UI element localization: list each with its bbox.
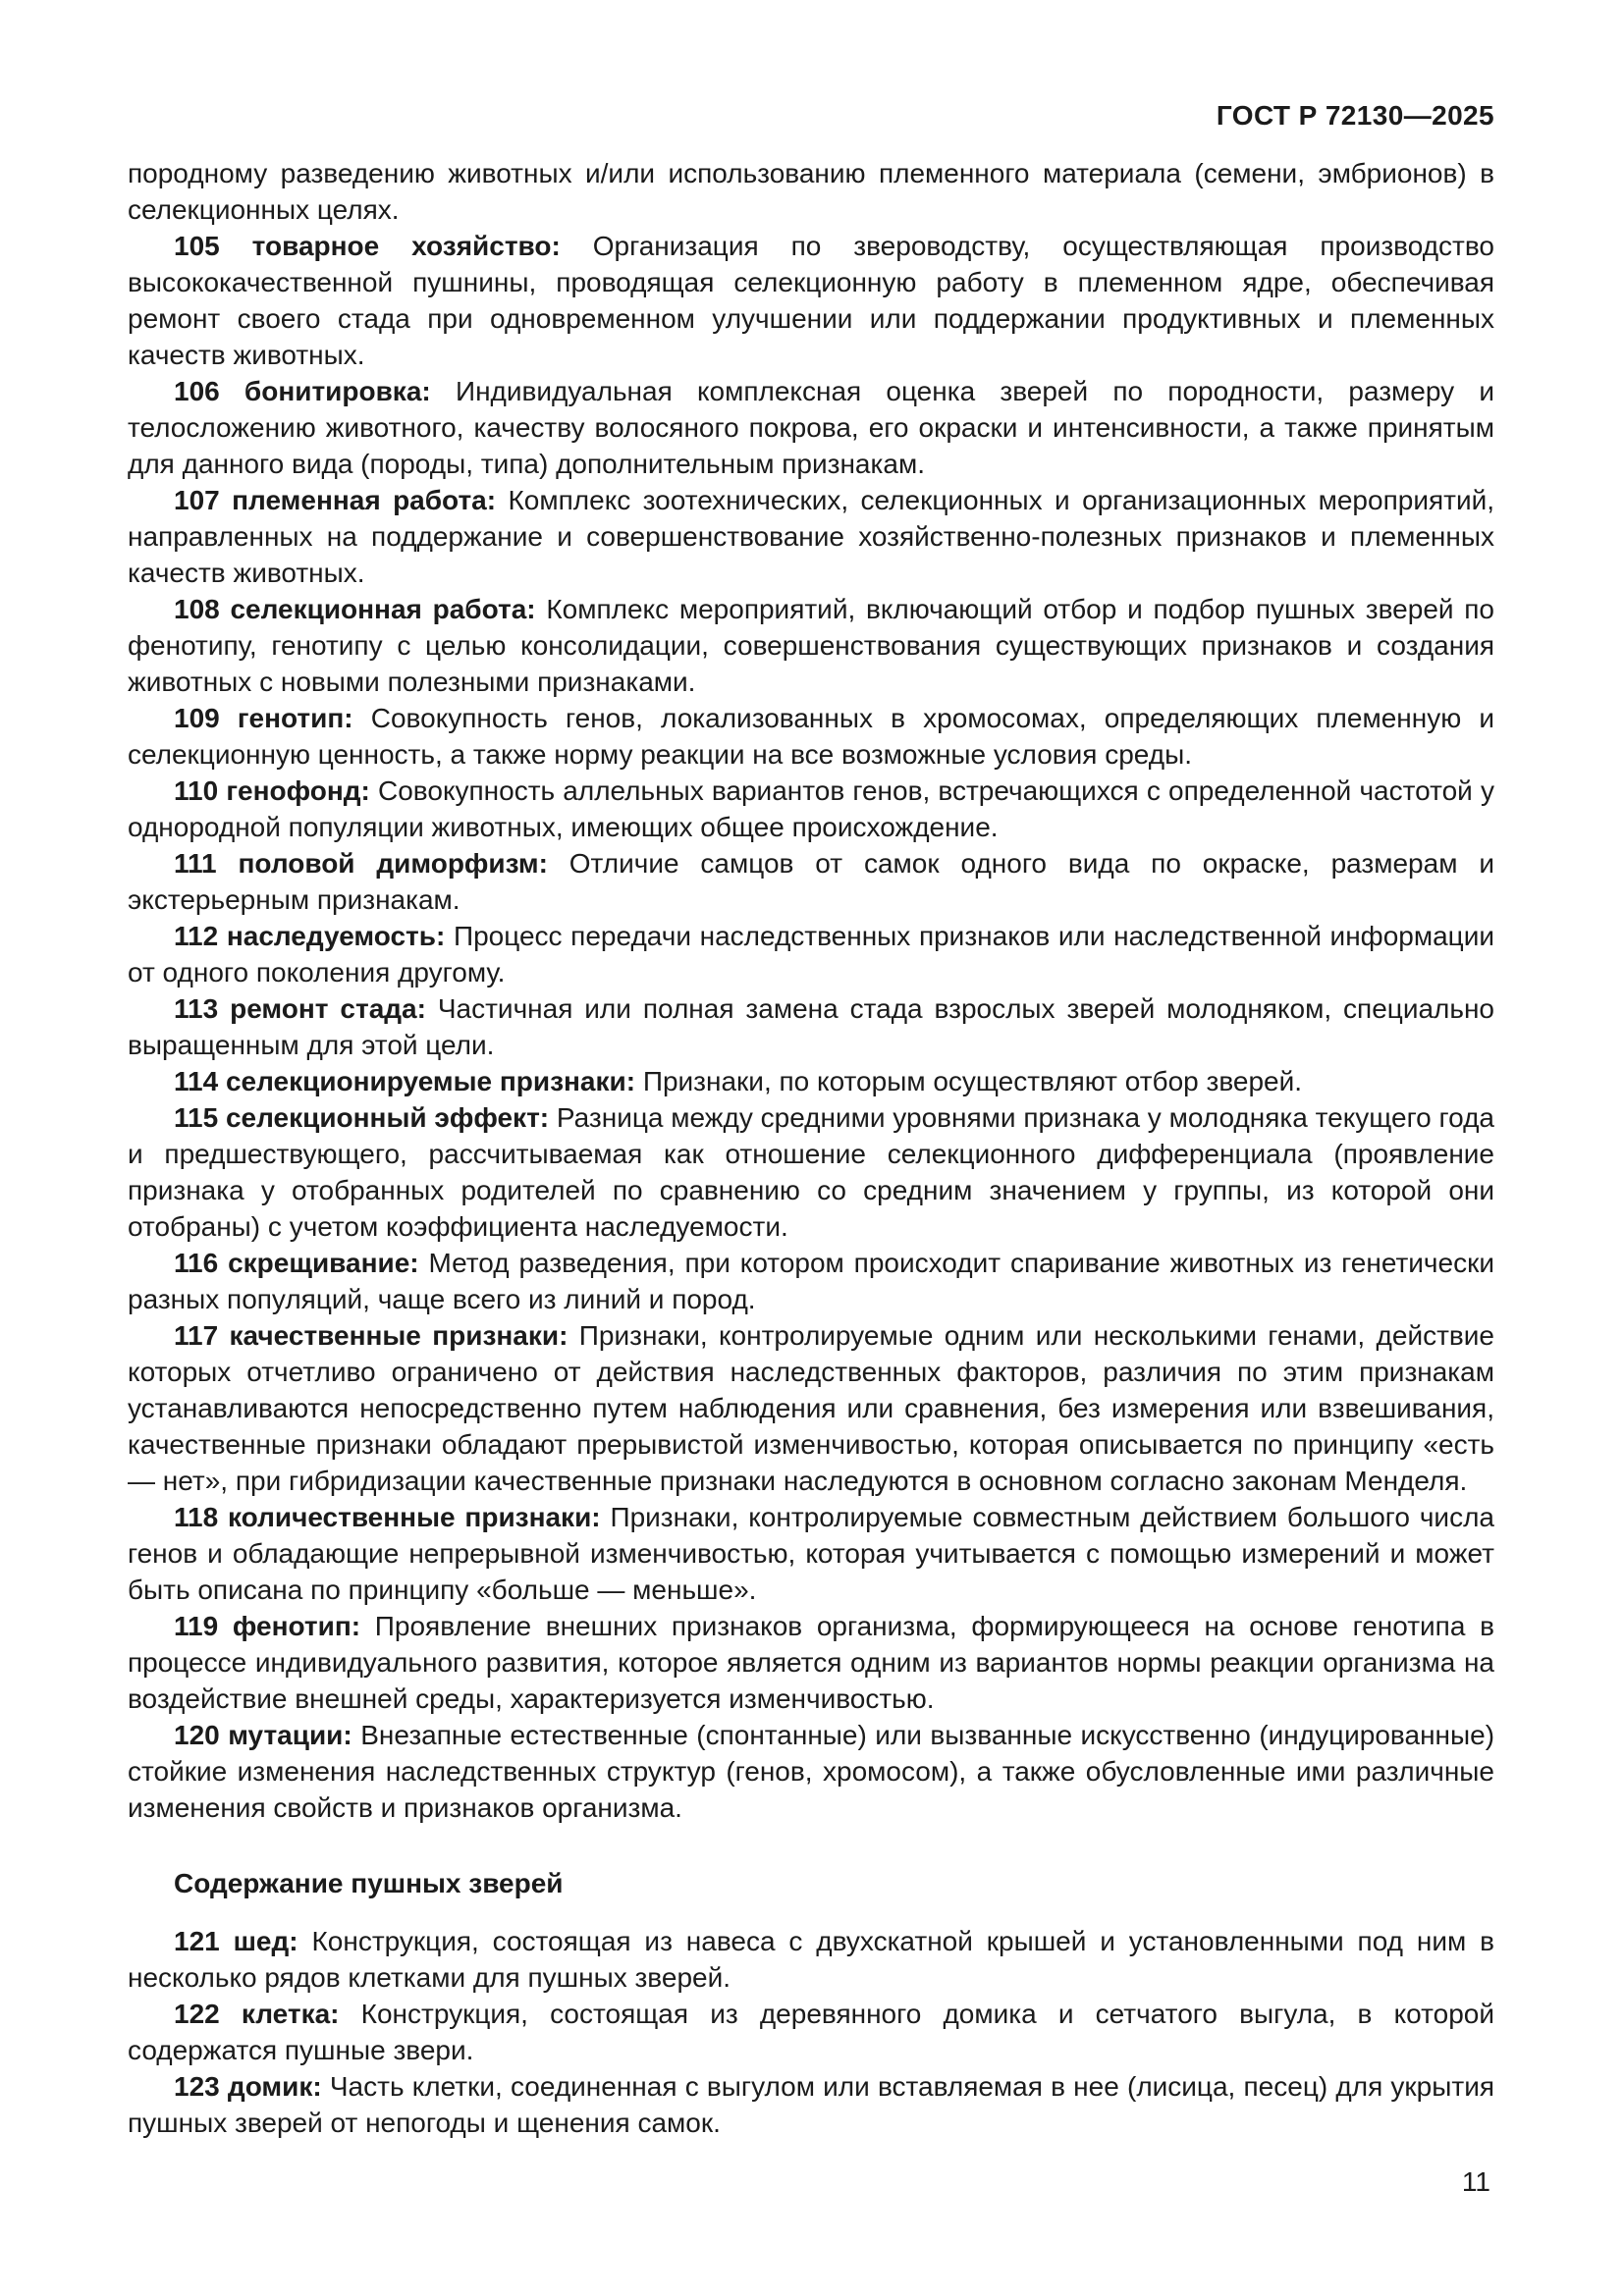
term-paragraph [128,591,1494,700]
term-definition: Часть клетки, соединенная с выгулом или вставляемая в нее (лисица, песец) для укрытия пушных зверей от непогоды и щенения самок. [128,2071,1494,2138]
term-label: 106 бонитировка: [174,376,456,406]
continuation-paragraph: породному разведению животных и/или использованию племенного материала (семени, эмбрионов) в селекционных целях. [128,158,1494,225]
term-label: 110 генофонд: [174,775,379,806]
term-label: 111 половой диморфизм: [174,848,569,879]
term-label: 122 клетка: [174,1999,361,2029]
term-paragraph [128,1608,1494,1717]
term-definition: Индивидуальная комплексная оценка зверей по породности, размеру и телосложению животного, качеству волосяного покрова, его окраски и интенсивности, а также принятым для данного вида (породы, типа) дополнительным признакам. [128,376,1494,479]
term-definition: Разница между средними уровнями признака у молодняка текущего года и предшествующего, рассчитываемая как отношение селекционного дифференциала (проявление признака у отобранных родителей по сравнению со средним значением у группы, из которой они отобраны) с учетом коэффициента наследуемости. [128,1102,1494,1242]
term-paragraph [128,1499,1494,1608]
term-paragraph [128,1245,1494,1317]
page-number: 11 [1461,2166,1490,2197]
term-paragraph [128,918,1494,990]
housing-terms-list [128,1923,1494,2141]
term-label: 112 наследуемость: [174,921,454,951]
term-label: 108 селекционная работа: [174,594,547,624]
term-definition: Проявление внешних признаков организма, формирующееся на основе генотипа в процессе индивидуального развития, которое является одним из вариантов нормы реакции организма на воздействие внешней среды, характеризуется изменчивостью. [128,1611,1494,1714]
term-definition: Признаки, контролируемые одним или несколькими генами, действие которых отчетливо ограничено от действия наследственных факторов, различия по этим признакам устанавливаются непосредственно путем наблюдения или сравнения, без измерения или взвешивания, качественные признаки обладают прерывистой изменчивостью, которая описывается по принципу «есть — нет», при гибридизации качественные признаки наследуются в основном согласно законам Менделя. [128,1320,1494,1496]
term-definition: Конструкция, состоящая из навеса с двухскатной крышей и установленными под ним в несколько рядов клетками для пушных зверей. [128,1926,1494,1993]
term-label: 113 ремонт стада: [174,993,438,1024]
term-definition: Совокупность аллельных вариантов генов, встречающихся с определенной частотой у однородной популяции животных, имеющих общее происхождение. [128,775,1494,842]
document-standard-number: ГОСТ Р 72130—2025 [1216,100,1494,131]
term-definition: Частичная или полная замена стада взрослых зверей молодняком, специально выращенным для этой цели. [128,993,1494,1060]
term-definition: Совокупность генов, локализованных в хромосомах, определяющих племенную и селекционную ценность, а также норму реакции на все возможные условия среды. [128,703,1494,770]
term-definition: Признаки, по которым осуществляют отбор зверей. [642,1066,1303,1096]
term-label: 114 селекционируемые признаки: [174,1066,643,1096]
term-definition: Внезапные естественные (спонтанные) или вызванные искусственно (индуцированные) стойкие изменения наследственных структур (генов, хромосом), а также обусловленные ими различные изменения свойств и признаков организма. [128,1720,1495,1823]
term-label: 121 шед: [174,1926,312,1956]
term-paragraph [128,373,1494,482]
term-definition: Комплекс мероприятий, включающий отбор и подбор пушных зверей по фенотипу, генотипу с целью консолидации, совершенствования существующих признаков и создания животных с новыми полезными признаками. [128,594,1495,697]
term-paragraph [128,2068,1494,2141]
term-paragraph [128,1099,1494,1245]
term-paragraph [128,1717,1494,1826]
term-paragraph [128,700,1494,773]
term-label: 105 товарное хозяйство: [174,231,593,261]
term-paragraph [128,482,1494,591]
term-definition: Комплекс зоотехнических, селекционных и организационных мероприятий, направленных на поддержание и совершенствование хозяйственно-полезных признаков и племенных качеств животных. [128,485,1494,588]
term-definition: Признаки, контролируемые совместным действием большого числа генов и обладающие непрерывной изменчивостью, которая учитывается с помощью измерений и может быть описана по принципу «больше — меньше». [128,1502,1494,1605]
term-label: 115 селекционный эффект: [174,1102,557,1133]
term-label: 120 мутации: [174,1720,361,1750]
term-paragraph [128,1996,1494,2068]
term-paragraph [128,228,1494,373]
term-paragraph [128,1063,1494,1099]
terms-list [128,228,1494,1826]
term-label: 107 племенная работа: [174,485,509,515]
term-label: 119 фенотип: [174,1611,375,1641]
term-definition: Метод разведения, при котором происходит спаривание животных из генетически разных популяций, чаще всего из линий и пород. [128,1248,1494,1314]
term-label: 123 домик: [174,2071,330,2102]
term-definition: Организация по звероводству, осуществляющая производство высококачественной пушнины, проводящая селекционную работу в племенном ядре, обеспечивая ремонт своего стада при одновременном улучшении или поддержании продуктивных и племенных качеств животных. [128,231,1494,370]
term-definition: Процесс передачи наследственных признаков или наследственной информации от одного поколения другому. [128,921,1494,988]
term-label: 118 количественные признаки: [174,1502,611,1532]
term-paragraph [128,990,1494,1063]
document-content [128,155,1494,2141]
term-paragraph [128,845,1494,918]
term-paragraph [128,1317,1494,1499]
term-paragraph [128,1923,1494,1996]
term-definition: Конструкция, состоящая из деревянного домика и сетчатого выгула, в которой содержатся пушные звери. [128,1999,1494,2065]
term-definition: Отличие самцов от самок одного вида по окраске, размерам и экстерьерным признакам. [128,848,1494,915]
term-label: 116 скрещивание: [174,1248,429,1278]
term-label: 117 качественные признаки: [174,1320,579,1351]
term-label: 109 генотип: [174,703,371,733]
section-heading: Содержание пушных зверей [174,1868,564,1898]
term-paragraph [128,773,1494,845]
